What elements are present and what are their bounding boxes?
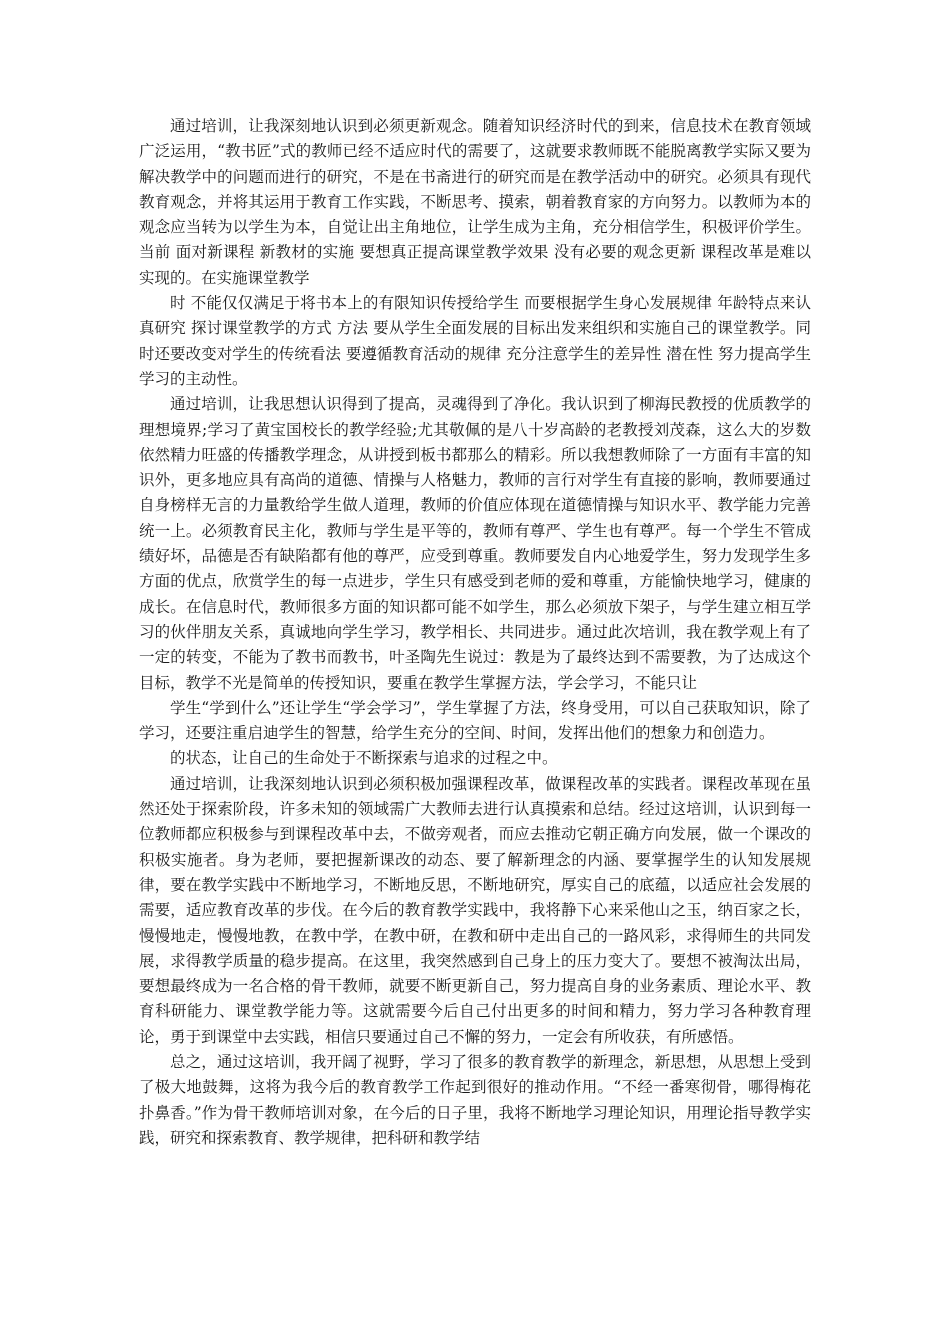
paragraph-4: 学生“学到什么”还让学生“学会学习”，学生掌握了方法，终身受用，可以自己获取知识，除了学习，还要注重启迪学生的智慧，给学生充分的空间、时间，发挥出他们的想象力和创造力。 [139, 698, 811, 743]
paragraph-7: 总之，通过这培训，我开阔了视野，学习了很多的教育教学的新理念，新思想，从思想上受到了极大地鼓舞，这将为我今后的教育教学工作起到很好的推动作用。“不经一番寒彻骨，哪得梅花扑鼻香。”作为骨干教师培训对象，在今后的日子里，我将不断地学习理论知识，用理论指导教学实践，研究和探索教育、教学规律，把科研和教学结 [139, 1052, 811, 1147]
document-body [139, 114, 811, 1151]
paragraph-5: 的状态，让自己的生命处于不断探索与追求的过程之中。 [170, 749, 558, 768]
paragraph-2: 时 不能仅仅满足于将书本上的有限知识传授给学生 而要根据学生身心发展规律 年龄特点来认真研究 探讨课堂教学的方式 方法 要从学生全面发展的目标出发来组织和实施自己的课堂教学。同时还要改变对学生的传统看法 要遵循教育活动的规律 充分注意学生的差异性 潜在性 努力提高学生学习的主动性。 [139, 294, 811, 388]
paragraph-3: 通过培训，让我思想认识得到了提高，灵魂得到了净化。我认识到了柳海民教授的优质教学的理想境界;学习了黄宝国校长的教学经验;尤其敬佩的是八十岁高龄的老教授刘茂森，这么大的岁数依然精力旺盛的传播教学理念，从讲授到板书都那么的精彩。所以我想教师除了一方面有丰富的知识外，更多地应具有高尚的道德、情操与人格魅力，教师的言行对学生有直接的影响，教师要通过自身榜样无言的力量教给学生做人道理，教师的价值应体现在道德情操与知识水平、教学能力完善统一上。必须教育民主化，教师与学生是平等的，教师有尊严、学生也有尊严。每一个学生不管成绩好坏，品德是否有缺陷都有他的尊严，应受到尊重。教师要发自内心地爱学生，努力发现学生多方面的优点，欣赏学生的每一点进步，学生只有感受到老师的爱和尊重，方能愉快地学习，健康的成长。在信息时代，教师很多方面的知识都可能不如学生，那么必须放下架子，与学生建立相互学习的伙伴朋友关系，真诚地向学生学习，教学相长、共同进步。通过此次培训，我在教学观上有了一定的转变，不能为了教书而教书，叶圣陶先生说过：教是为了最终达到不需要教，为了达成这个目标，教学不光是简单的传授知识，要重在教学生掌握方法，学会学习，不能只让 [139, 395, 811, 692]
paragraph-6: 通过培训，让我深刻地认识到必须积极加强课程改革，做课程改革的实践者。课程改革现在虽然还处于探索阶段，许多未知的领域需广大教师去进行认真摸索和总结。经过这培训，认识到每一位教师都应积极参与到课程改革中去，不做旁观者，而应去推动它朝正确方向发展，做一个课改的积极实施者。身为老师，要把握新课改的动态、要了解新理念的内涵、要掌握学生的认知发展规律，要在教学实践中不断地学习，不断地反思，不断地研究，厚实自己的底蕴，以适应社会发展的需要，适应教育改革的步伐。在今后的教育教学实践中，我将静下心来采他山之玉，纳百家之长，慢慢地走，慢慢地教，在教中学，在教中研，在教和研中走出自己的一路风彩，求得师生的共同发展，求得教学质量的稳步提高。在这里，我突然感到自己身上的压力变大了。要想不被淘汰出局，要想最终成为一名合格的骨干教师，就要不断更新自己，努力提高自身的业务素质、理论水平、教育科研能力、课堂教学能力等。这就需要今后自己付出更多的时间和精力，努力学习各种教育理论，勇于到课堂中去实践，相信只要通过自己不懈的努力，一定会有所收获，有所感悟。 [139, 774, 811, 1046]
paragraph-1: 通过培训，让我深刻地认识到必须更新观念。随着知识经济时代的到来，信息技术在教育领域广泛运用，“教书匠”式的教师已经不适应时代的需要了，这就要求教师既不能脱离教学实际又要为解决教学中的问题而进行的研究，不是在书斋进行的研究而是在教学活动中的研究。必须具有现代教育观念，并将其运用于教育工作实践，不断思考、摸索，朝着教育家的方向努力。以教师为本的观念应当转为以学生为本，自觉让出主角地位，让学生成为主角，充分相信学生，积极评价学生。当前 面对新课程 新教材的实施 要想真正提高课堂教学效果 没有必要的观念更新 课程改革是难以实现的。在实施课堂教学 [139, 117, 811, 287]
